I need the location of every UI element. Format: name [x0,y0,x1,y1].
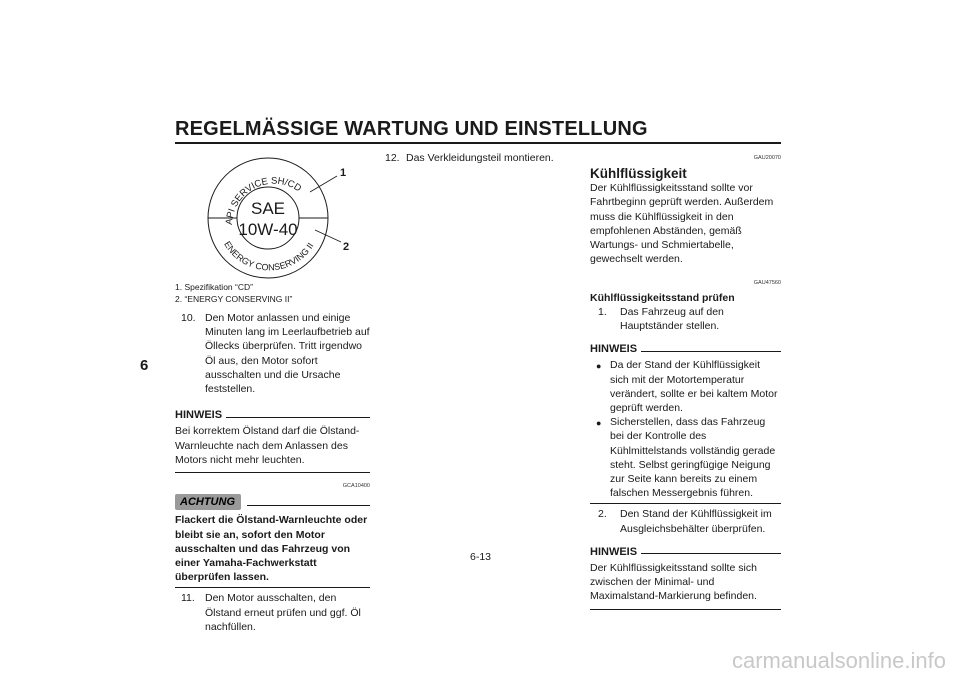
hinweis-end-rule [175,472,370,473]
achtung-code: GCA10400 [342,483,370,490]
hinweis-2-end-rule [590,609,781,610]
section-code-2: GAU47560 [753,280,781,287]
step-12: 12. Das Verkleidungsteil montieren. [385,152,554,164]
watermark: carmanualsonline.info [731,648,946,673]
hinweis-1-header: HINWEIS [590,342,781,356]
achtung-badge: ACHTUNG [175,494,241,510]
step-2: 2. Den Stand der Kühlflüssigkeit im Ausgleichsbehälter überprüfen. [598,508,772,535]
caption-2: 2. “ENERGY CONSERVING II” [175,294,293,304]
step-10: 10. Den Motor anlassen und einige Minuten lang im Leerlaufbetrieb auf Öllecks überprüfen. Tritt irgendwo Öl aus, den Motor sofort ausschalten und die Ursache feststellen. [181,312,370,396]
arc-text-bottom: ENERGY CONSERVING II [222,239,316,273]
achtung-text: Flackert die Ölstand-Warnleuchte oder bleibt sie an, sofort den Motor ausschalten und das Fahrzeug von einer Yamaha-Fachwerkstatt überprüfen lassen. [175,514,368,584]
left-column [175,311,370,634]
callout-1: 1 [340,167,347,179]
step-1: 1. Das Fahrzeug auf den Hauptständer stellen. [598,305,724,333]
achtung-end-rule [175,587,370,588]
title-rule [175,142,781,144]
arc-text-top: API SERVICE SH/CD [223,175,304,226]
bullet-1: ● Da der Stand der Kühlflüssigkeit sich mit der Motortemperatur verändert, sollte er bei kaltem Motor geprüft werden. [596,359,778,415]
bullet-dot-icon: ● [596,361,602,372]
hinweis-2-text: Der Kühlflüssigkeitsstand sollte sich zwischen der Minimal- und Maximalstand-Markierung befinden. [590,562,757,603]
page-number: 6-13 [470,551,492,563]
center-sae: SAE [250,199,286,218]
step-11: 11. Den Motor ausschalten, den Ölstand erneut prüfen und ggf. Öl nachfüllen. [181,592,361,633]
oil-cap-figure [195,150,370,285]
figure-captions [175,281,375,305]
bullet-dot-icon: ● [596,418,602,429]
callout-2: 2 [343,241,350,253]
section-title: Kühlflüssigkeit [590,166,687,182]
section-intro: Der Kühlflüssigkeitsstand sollte vor Fahrtbeginn geprüft werden. Außerdem muss die Kühlflüssigkeit in den empfohlenen Abständen, gemäß Wartungs- und Schmiertabelle, gewechselt werden. [590,182,774,266]
bullet-2: ● Sicherstellen, dass das Fahrzeug bei der Kontrolle des Kühlmittelstands vollständig gerade steht. Selbst geringfügige Neigung zur Seite kann bereits zu einem falschen Messergebnis führen. [596,416,776,500]
hinweis-header: HINWEIS [175,408,370,422]
page-title: REGELMÄSSIGE WARTUNG UND EINSTELLUNG [175,118,648,140]
right-column [590,151,781,610]
sub-title: Kühlflüssigkeitsstand prüfen [590,291,735,304]
achtung-header [175,494,370,510]
caption-1: 1. Spezifikation “CD” [175,282,253,292]
hinweis-1-end-rule [590,503,781,504]
middle-column [385,151,570,165]
hinweis-2-header: HINWEIS [590,545,781,559]
section-code-1: GAU20070 [753,155,781,161]
center-grade: 10W-40 [238,220,298,239]
hinweis-text: Bei korrektem Ölstand darf die Ölstand-Warnleuchte nach dem Anlassen des Motors nicht mehr leuchten. [175,425,360,466]
chapter-tab: 6 [140,357,149,374]
